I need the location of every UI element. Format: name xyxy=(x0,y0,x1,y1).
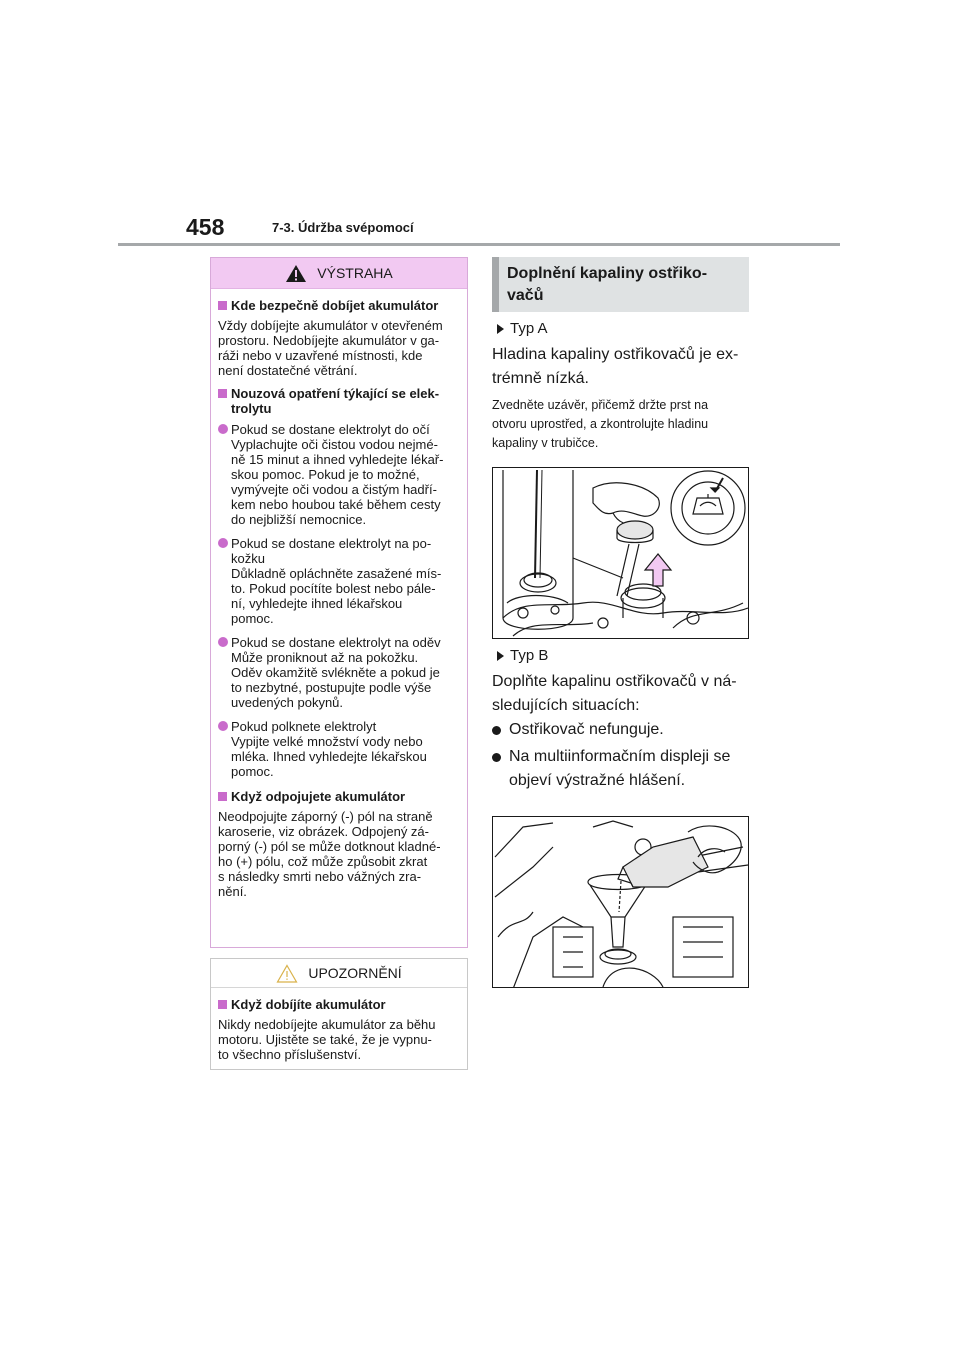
warning-text-charging-location: Vždy dobíjejte akumulátor v otevřeném prostoru. Nedobíjejte akumulátor v ga- ráži nebo v uzavřené místnosti, kde není dostatečné větrání. xyxy=(218,318,443,378)
warning-heading-charging-location: Kde bezpečně dobíjet akumulátor xyxy=(218,298,461,313)
warning-heading-disconnecting: Když odpojujete akumulátor xyxy=(218,789,461,804)
washer-refill-type-b-illustration xyxy=(492,816,749,988)
warning-title-bar xyxy=(211,258,467,289)
circle-bullet-icon xyxy=(218,637,228,647)
dot-bullet-icon xyxy=(492,726,501,735)
warning-text-disconnecting: Neodpojujte záporný (-) pól na straně karoserie, viz obrázek. Odpojený zá- porný (-) pól se může dotknout kladné- ho (+) pólu, což může způsobit zkrat s následky smrti nebo vážných zra- nění. xyxy=(218,809,441,899)
dot-bullet-icon xyxy=(492,753,501,762)
list-item: Pokud se dostane elektrolyt na po- kožku Důkladně opláchněte zasažené mís- to. Pokud pocítíte bolest nebo pále- ní, vyhledejte ihned lékařskou pomoc. xyxy=(218,536,461,626)
square-bullet-icon xyxy=(218,389,227,398)
caution-title: UPOZORNĚNÍ xyxy=(308,965,402,981)
caution-title-bar xyxy=(211,959,467,988)
triangle-bullet-icon xyxy=(497,324,504,334)
type-b-label: Typ B xyxy=(497,647,548,664)
circle-bullet-icon xyxy=(218,424,228,434)
square-bullet-icon xyxy=(218,1000,227,1009)
triangle-bullet-icon xyxy=(497,651,504,661)
circle-bullet-icon xyxy=(218,721,228,731)
arrow-up-icon xyxy=(645,554,671,586)
caution-heading: Když dobíjíte akumulátor xyxy=(218,997,461,1012)
caution-box xyxy=(210,958,468,1070)
list-item: Pokud polknete elektrolyt Vypijte velké množství vody nebo mléka. Ihned vyhledejte lékařskou pomoc. xyxy=(218,719,461,779)
warning-box xyxy=(210,257,468,948)
warning-heading-electrolyte: Nouzová opatření týkající se elek- trolytu xyxy=(218,386,461,416)
bullet-item: Ostřikovač nefunguje. xyxy=(492,718,664,742)
square-bullet-icon xyxy=(218,301,227,310)
washer-reservoir-type-a-illustration xyxy=(492,467,749,639)
warning-title: VÝSTRAHA xyxy=(317,265,393,281)
type-a-text: Hladina kapaliny ostřikovačů je ex- trémně nízká. xyxy=(492,346,739,387)
type-b-text: Doplňte kapalinu ostřikovačů v ná- sledujících situacích: xyxy=(492,673,737,714)
header-divider xyxy=(118,243,840,246)
bullet-item: Na multiinformačním displeji se objeví výstražné hlášení. xyxy=(492,745,730,793)
section-title: 7-3. Údržba svépomocí xyxy=(272,220,414,235)
washer-fluid-heading: Doplnění kapaliny ostřiko- vačů xyxy=(492,257,749,312)
type-a-instruction: Zvedněte uzávěr, přičemž držte prst na otvoru uprostřed, a zkontrolujte hladinu kapaliny v trubičce. xyxy=(492,398,709,450)
warning-triangle-icon xyxy=(285,264,307,283)
square-bullet-icon xyxy=(218,792,227,801)
list-item: Pokud se dostane elektrolyt do očí Vyplachujte oči čistou vodou nejmé- ně 15 minut a ihned vyhledejte lékař- skou pomoc. Pokud je to možné, vymývejte oči vodou a čistým hadří- kem nebo houbou také během cesty do nejbližší nemocnice. xyxy=(218,422,461,527)
type-a-label: Typ A xyxy=(497,320,548,337)
circle-bullet-icon xyxy=(218,538,228,548)
caution-triangle-icon xyxy=(276,964,298,983)
caution-text: Nikdy nedobíjejte akumulátor za běhu motoru. Ujistěte se také, že je vypnu- to všechno příslušenství. xyxy=(218,1017,436,1062)
list-item: Pokud se dostane elektrolyt na oděv Může proniknout až na pokožku. Oděv okamžitě svlékněte a pokud je to nezbytné, postupujte podle výše uvedených pokynů. xyxy=(218,635,461,710)
page-number: 458 xyxy=(186,214,225,240)
